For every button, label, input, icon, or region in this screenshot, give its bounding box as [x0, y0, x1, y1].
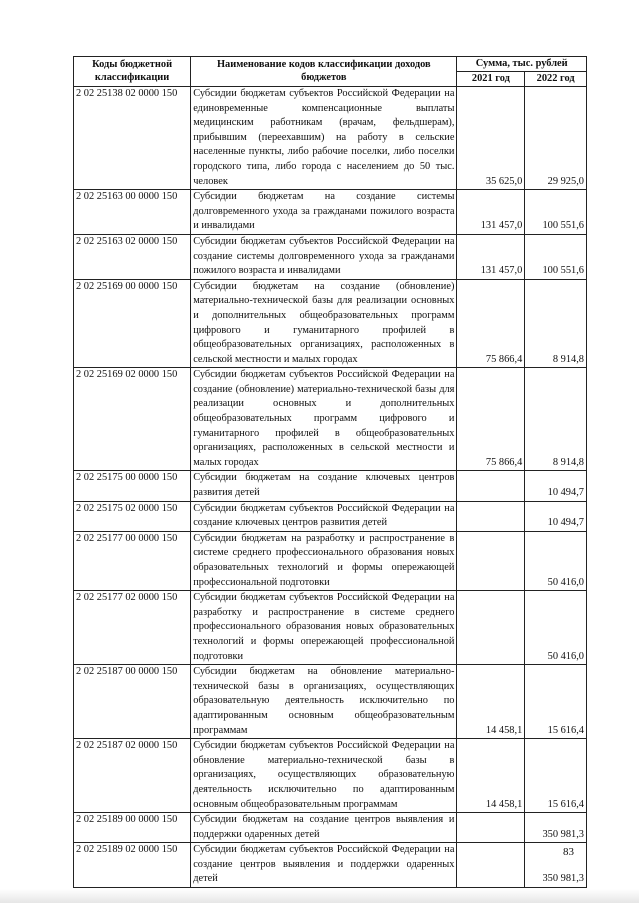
table-row — [74, 471, 587, 501]
cell-code: 2 02 25187 00 0000 150 — [74, 665, 191, 739]
cell-code: 2 02 25169 02 0000 150 — [74, 368, 191, 471]
cell-code: 2 02 25177 02 0000 150 — [74, 591, 191, 665]
cell-value-2022: 15 616,4 — [525, 739, 587, 813]
table-row — [74, 87, 587, 190]
cell-value-2021: 131 457,0 — [457, 234, 525, 279]
cell-name: Субсидии бюджетам на создание центров выявления и поддержки одаренных детей — [191, 813, 457, 843]
table-row — [74, 665, 587, 739]
header-year-2021: 2021 год — [457, 72, 525, 87]
cell-value-2021: 35 625,0 — [457, 87, 525, 190]
cell-name: Субсидии бюджетам субъектов Российской Федерации на создание ключевых центров развития детей — [191, 501, 457, 531]
cell-value-2022: 350 981,3 — [525, 843, 587, 888]
cell-value-2021: 131 457,0 — [457, 190, 525, 235]
cell-code: 2 02 25177 00 0000 150 — [74, 531, 191, 590]
cell-value-2021 — [457, 843, 525, 888]
table-row — [74, 843, 587, 888]
cell-name: Субсидии бюджетам на разработку и распространение в системе среднего профессионального образования новых образовательных технологий и формы опережающей профессиональной подготовки — [191, 531, 457, 590]
cell-name: Субсидии бюджетам субъектов Российской Федерации на разработку и распространение в системе среднего профессионального образования новых образовательных технологий и формы опережающей профессиональной подготовки — [191, 591, 457, 665]
cell-code: 2 02 25187 02 0000 150 — [74, 739, 191, 813]
cell-value-2022: 15 616,4 — [525, 665, 587, 739]
cell-name: Субсидии бюджетам субъектов Российской Федерации на создание (обновление) материально-технической базы для реализации основных и дополнительных общеобразовательных программ цифрового и гуманитарного профилей в общеобразовательных организациях, расположенных в сельской местности и малых городах — [191, 368, 457, 471]
cell-value-2021 — [457, 471, 525, 501]
cell-name: Субсидии бюджетам на создание системы долговременного ухода за гражданами пожилого возраста и инвалидами — [191, 190, 457, 235]
header-year-2022: 2022 год — [525, 72, 587, 87]
cell-code: 2 02 25163 00 0000 150 — [74, 190, 191, 235]
table-row — [74, 531, 587, 590]
cell-code: 2 02 25169 00 0000 150 — [74, 279, 191, 368]
cell-value-2021: 14 458,1 — [457, 665, 525, 739]
cell-value-2021 — [457, 531, 525, 590]
cell-value-2021 — [457, 501, 525, 531]
cell-value-2021: 75 866,4 — [457, 279, 525, 368]
cell-value-2022: 50 416,0 — [525, 531, 587, 590]
table-row — [74, 501, 587, 531]
cell-value-2021 — [457, 813, 525, 843]
table-row — [74, 190, 587, 235]
cell-code: 2 02 25138 02 0000 150 — [74, 87, 191, 190]
cell-name: Субсидии бюджетам субъектов Российской Федерации на создание центров выявления и поддержки одаренных детей — [191, 843, 457, 888]
table-row — [74, 279, 587, 368]
cell-value-2022: 100 551,6 — [525, 190, 587, 235]
cell-code: 2 02 25163 02 0000 150 — [74, 234, 191, 279]
table-row — [74, 591, 587, 665]
budget-revenue-table — [73, 56, 587, 888]
header-code: Коды бюджетной классификации — [74, 57, 191, 87]
cell-value-2022: 100 551,6 — [525, 234, 587, 279]
cell-name: Субсидии бюджетам субъектов Российской Федерации на создание системы долговременного ухода за гражданами пожилого возраста и инвалидами — [191, 234, 457, 279]
cell-code: 2 02 25189 00 0000 150 — [74, 813, 191, 843]
cell-value-2021 — [457, 591, 525, 665]
table-row — [74, 234, 587, 279]
cell-value-2022: 10 494,7 — [525, 501, 587, 531]
cell-value-2022: 8 914,8 — [525, 368, 587, 471]
table-row — [74, 368, 587, 471]
cell-value-2022: 350 981,3 — [525, 813, 587, 843]
table-body — [74, 87, 587, 888]
cell-name: Субсидии бюджетам на создание (обновление) материально-технической базы для реализации основных и дополнительных общеобразовательных программ цифрового и гуманитарного профилей в общеобразовательных организациях, расположенных в сельской местности и малых городах — [191, 279, 457, 368]
cell-value-2022: 8 914,8 — [525, 279, 587, 368]
cell-code: 2 02 25175 02 0000 150 — [74, 501, 191, 531]
cell-name: Субсидии бюджетам на создание ключевых центров развития детей — [191, 471, 457, 501]
cell-name: Субсидии бюджетам субъектов Российской Федерации на единовременные компенсационные выплаты медицинским работникам (врачам, фельдшерам), прибывшим (переехавшим) на работу в сельские населенные пункты, либо рабочие поселки, либо поселки городского типа, либо города с населением до 50 тыс. человек — [191, 87, 457, 190]
header-name: Наименование кодов классификации доходов бюджетов — [191, 57, 457, 87]
cell-value-2022: 29 925,0 — [525, 87, 587, 190]
cell-value-2021: 14 458,1 — [457, 739, 525, 813]
table-header-row — [74, 57, 587, 72]
cell-value-2022: 50 416,0 — [525, 591, 587, 665]
page-bottom-edge — [0, 889, 639, 903]
table-row — [74, 739, 587, 813]
cell-name: Субсидии бюджетам на обновление материально-технической базы в организациях, осуществляющих образовательную деятельность исключительно по адаптированным основным общеобразовательным программам — [191, 665, 457, 739]
table-row — [74, 813, 587, 843]
cell-code: 2 02 25189 02 0000 150 — [74, 843, 191, 888]
cell-value-2022: 10 494,7 — [525, 471, 587, 501]
cell-value-2021: 75 866,4 — [457, 368, 525, 471]
cell-name: Субсидии бюджетам субъектов Российской Федерации на обновление материально-технической базы в организациях, осуществляющих образовательную деятельность исключительно по адаптированным основным общеобразовательным программам — [191, 739, 457, 813]
header-sum: Сумма, тыс. рублей — [457, 57, 587, 72]
cell-code: 2 02 25175 00 0000 150 — [74, 471, 191, 501]
page-number: 83 — [563, 846, 574, 858]
